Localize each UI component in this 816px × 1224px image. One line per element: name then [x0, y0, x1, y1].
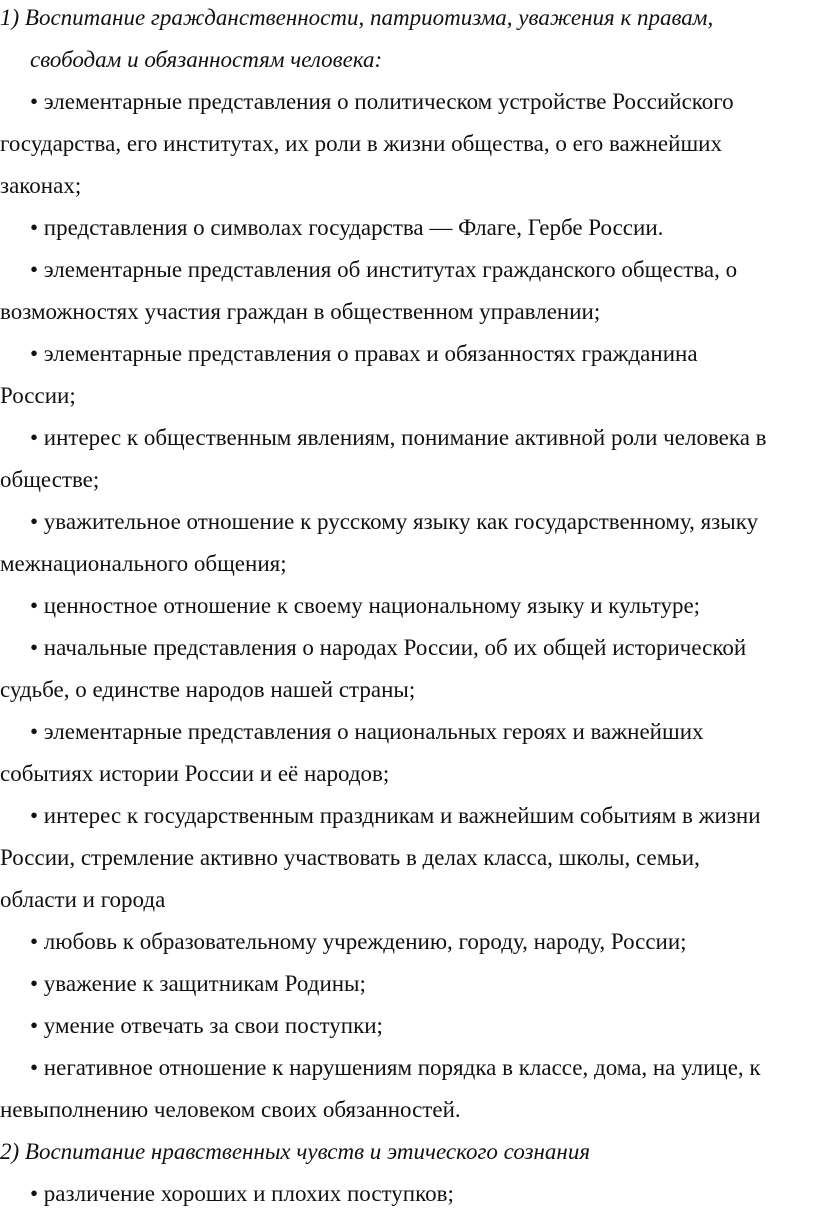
list-item-9-line-1: • элементарные представления о национальных героях и важнейших: [30, 719, 704, 744]
list-item-14-line-1: • негативное отношение к нарушениям порядка в классе, дома, на улице, к: [30, 1055, 761, 1080]
list-item-12: • уважение к защитникам Родины;: [30, 971, 366, 996]
list-item-6-line-1: • уважительное отношение к русскому языку как государственному, языку: [30, 509, 759, 534]
list-item-1-line-3: законах;: [0, 173, 82, 198]
list-item-11: • любовь к образовательному учреждению, городу, народу, России;: [30, 929, 687, 954]
list-item-1-line-2: государства, его институтах, их роли в жизни общества, о его важнейших: [0, 131, 722, 156]
list-item-3-line-2: возможностях участия граждан в общественном управлении;: [0, 299, 601, 324]
list-item-8-line-2: судьбе, о единстве народов нашей страны;: [0, 677, 416, 702]
list-item-10-line-1: • интерес к государственным праздникам и важнейшим событиям в жизни: [30, 803, 761, 828]
section-1-heading-line-2: свободам и обязанностям человека:: [30, 47, 383, 72]
list-item-3-line-1: • элементарные представления об институтах гражданского общества, о: [30, 257, 738, 282]
list-item-5-line-2: обществе;: [0, 467, 100, 492]
list-item-8-line-1: • начальные представления о народах России, об их общей исторической: [30, 635, 747, 660]
list-item-14-line-2: невыполнению человеком своих обязанностей.: [0, 1097, 461, 1122]
section-1-heading-line-1: 1) Воспитание гражданственности, патриотизма, уважения к правам,: [0, 5, 714, 30]
list-item-7: • ценностное отношение к своему национальному языку и культуре;: [30, 593, 701, 618]
section-2-heading: 2) Воспитание нравственных чувств и этического сознания: [0, 1139, 591, 1164]
list-item-4-line-1: • элементарные представления о правах и обязанностях гражданина: [30, 341, 698, 366]
list-item-2: • представления о символах государства — Флаге, Гербе России.: [30, 215, 664, 240]
list-item-5-line-1: • интерес к общественным явлениям, понимание активной роли человека в: [30, 425, 767, 450]
list-item-9-line-2: событиях истории России и её народов;: [0, 761, 390, 786]
list-item-4-line-2: России;: [0, 383, 76, 408]
list-item-1-line-1: • элементарные представления о политическом устройстве Российского: [30, 89, 734, 114]
list-item-6-line-2: межнационального общения;: [0, 551, 287, 576]
list-item-10-line-3: области и города: [0, 887, 166, 912]
list-item-13: • умение отвечать за свои поступки;: [30, 1013, 383, 1038]
section-2-list-item-1: • различение хороших и плохих поступков;: [30, 1181, 454, 1206]
list-item-10-line-2: России, стремление активно участвовать в делах класса, школы, семьи,: [0, 845, 700, 870]
